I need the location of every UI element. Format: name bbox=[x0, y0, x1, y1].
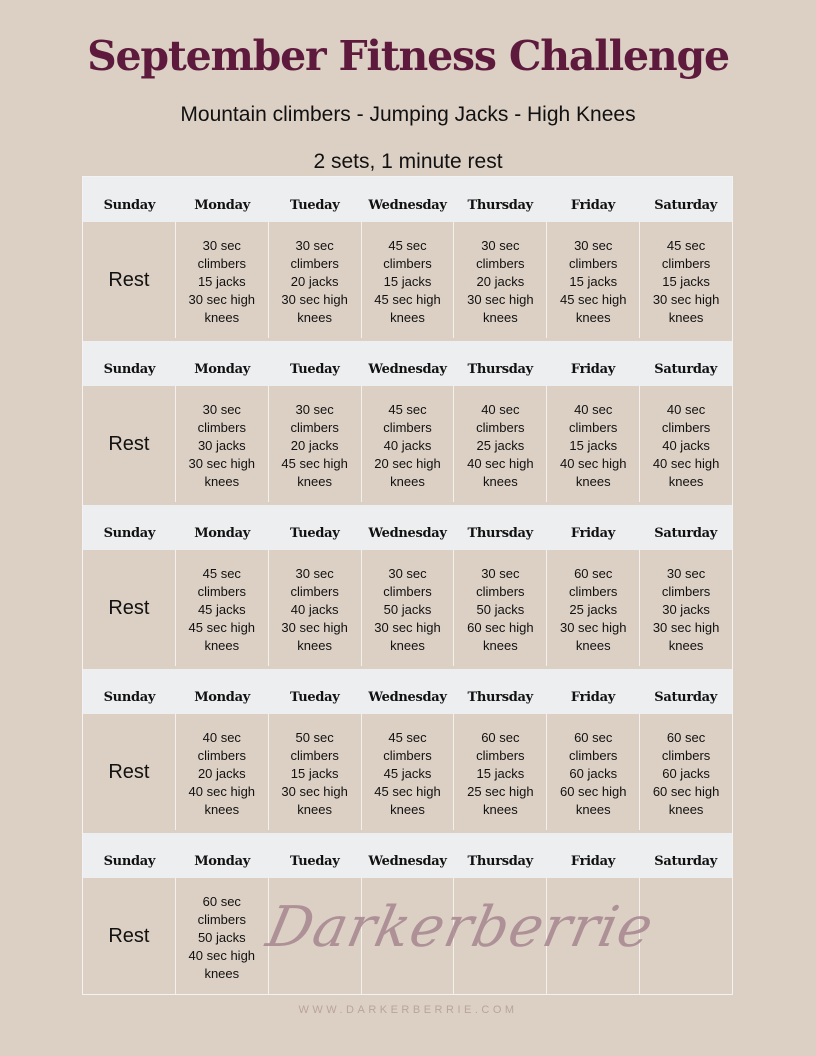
day-header-sunday: Sunday bbox=[103, 362, 156, 377]
workout-row bbox=[83, 714, 732, 830]
workout-line: knees bbox=[297, 802, 332, 817]
workout-line: 30 sec high bbox=[652, 292, 720, 307]
workout-row bbox=[83, 550, 732, 666]
workout-line: climbers bbox=[383, 584, 432, 599]
workout-line: 60 jacks bbox=[662, 766, 710, 781]
workout-cell-thursday bbox=[454, 550, 547, 666]
workout-line: climbers bbox=[569, 748, 618, 763]
workout-line: climbers bbox=[476, 748, 525, 763]
workout-line: 40 sec bbox=[202, 730, 241, 745]
exercise-list: Mountain climbers - Jumping Jacks - High Knees bbox=[180, 103, 636, 126]
workout-line: 15 jacks bbox=[476, 766, 525, 781]
workout-cell-friday bbox=[547, 222, 640, 338]
day-header-sunday: Sunday bbox=[103, 526, 156, 541]
workout-line: 30 sec bbox=[202, 238, 241, 253]
workout-line: climbers bbox=[290, 420, 339, 435]
workout-line: 30 sec bbox=[666, 566, 706, 581]
day-header-thursday: Thursday bbox=[467, 854, 533, 869]
workout-line: climbers bbox=[197, 912, 246, 927]
workout-cell-thursday bbox=[454, 714, 547, 830]
workout-cell-thursday bbox=[454, 386, 547, 502]
workout-line: climbers bbox=[476, 256, 525, 271]
workout-line: 60 sec high bbox=[559, 784, 627, 799]
workout-cell-monday bbox=[176, 386, 269, 502]
workout-cell-monday bbox=[176, 222, 269, 338]
workout-line: climbers bbox=[661, 256, 711, 271]
workout-line: 45 sec high bbox=[281, 456, 348, 471]
workout-line: knees bbox=[390, 474, 425, 489]
week-2 bbox=[83, 341, 732, 502]
workout-line: 20 jacks bbox=[476, 274, 525, 289]
workout-line: 40 jacks bbox=[290, 602, 339, 617]
workout-line: 45 sec bbox=[388, 238, 427, 253]
workout-line: climbers bbox=[476, 584, 525, 599]
workout-line: knees bbox=[483, 638, 518, 653]
workout-line: 30 sec bbox=[574, 238, 613, 253]
day-header-saturday: Saturday bbox=[654, 362, 718, 377]
workout-line: 30 sec high bbox=[188, 456, 256, 471]
workout-cell-monday bbox=[176, 878, 269, 994]
day-header-sunday: Sunday bbox=[103, 854, 156, 869]
day-header-row bbox=[83, 669, 732, 714]
workout-line: knees bbox=[390, 638, 425, 653]
day-header-row bbox=[83, 505, 732, 550]
workout-line: 30 sec bbox=[202, 402, 241, 417]
workout-line: 40 sec high bbox=[559, 456, 627, 471]
workout-line: climbers bbox=[661, 584, 711, 599]
workout-cell-friday bbox=[547, 550, 640, 666]
workout-line: climbers bbox=[661, 420, 711, 435]
workout-line: 60 sec high bbox=[467, 620, 534, 635]
workout-line: knees bbox=[204, 966, 240, 981]
workout-line: 40 sec bbox=[666, 402, 706, 417]
workout-line: 15 jacks bbox=[662, 274, 710, 289]
workout-line: knees bbox=[297, 474, 332, 489]
workout-line: 45 sec high bbox=[374, 292, 441, 307]
workout-line: climbers bbox=[197, 420, 246, 435]
workout-line: 15 jacks bbox=[290, 766, 339, 781]
workout-line: 20 jacks bbox=[290, 438, 339, 453]
workout-line: 30 sec high bbox=[652, 620, 720, 635]
workout-cell-tueday bbox=[269, 386, 362, 502]
workout-line: 30 sec bbox=[388, 566, 427, 581]
day-header-wednesday: Wednesday bbox=[368, 526, 447, 541]
workout-line: 15 jacks bbox=[569, 274, 618, 289]
day-header-friday: Friday bbox=[570, 526, 615, 541]
workout-line: 45 sec bbox=[388, 730, 427, 745]
workout-line: 25 jacks bbox=[476, 438, 525, 453]
workout-line: 45 sec high bbox=[374, 784, 441, 799]
workout-line: knees bbox=[204, 638, 240, 653]
workout-line: 60 sec bbox=[481, 730, 520, 745]
workout-line: 40 sec bbox=[574, 402, 613, 417]
workout-line: climbers bbox=[476, 420, 525, 435]
workout-line: 30 sec high bbox=[281, 784, 348, 799]
workout-line: knees bbox=[483, 310, 518, 325]
workout-line: 40 sec high bbox=[467, 456, 534, 471]
week-1 bbox=[83, 177, 732, 338]
workout-line: 25 jacks bbox=[569, 602, 618, 617]
sunday-rest-cell bbox=[83, 878, 176, 994]
week-4 bbox=[83, 669, 732, 830]
page-title: September Fitness Challenge bbox=[87, 32, 729, 80]
workout-line: knees bbox=[483, 802, 518, 817]
workout-cell-thursday bbox=[454, 222, 547, 338]
day-header-monday: Monday bbox=[194, 690, 250, 705]
day-header-thursday: Thursday bbox=[467, 690, 533, 705]
workout-line: climbers bbox=[661, 748, 711, 763]
workout-line: climbers bbox=[383, 256, 432, 271]
workout-line: 30 sec bbox=[295, 238, 334, 253]
workout-line: 30 jacks bbox=[197, 438, 246, 453]
rest-label: Rest bbox=[108, 268, 150, 291]
workout-line: 60 jacks bbox=[569, 766, 618, 781]
week-3 bbox=[83, 505, 732, 666]
workout-line: climbers bbox=[569, 256, 618, 271]
workout-line: 45 sec bbox=[666, 238, 706, 253]
workout-line: 60 sec bbox=[574, 730, 613, 745]
workout-line: knees bbox=[575, 802, 611, 817]
workout-line: 30 sec bbox=[295, 402, 334, 417]
workout-cell-saturday bbox=[640, 714, 732, 830]
workout-line: 45 jacks bbox=[383, 766, 432, 781]
workout-line: climbers bbox=[290, 256, 339, 271]
day-header-friday: Friday bbox=[570, 854, 615, 869]
sunday-rest-cell bbox=[83, 386, 176, 502]
workout-line: 25 sec high bbox=[467, 784, 534, 799]
workout-line: 50 jacks bbox=[383, 602, 432, 617]
workout-line: 30 sec bbox=[481, 566, 520, 581]
workout-line: knees bbox=[575, 310, 611, 325]
website-url: WWW.DARKERBERRIE.COM bbox=[298, 1004, 518, 1016]
workout-line: 15 jacks bbox=[197, 274, 246, 289]
day-header-friday: Friday bbox=[570, 198, 615, 213]
workout-line: climbers bbox=[569, 420, 618, 435]
day-header-monday: Monday bbox=[194, 526, 250, 541]
workout-line: 50 jacks bbox=[476, 602, 525, 617]
workout-line: knees bbox=[483, 474, 518, 489]
workout-line: 30 sec high bbox=[281, 292, 348, 307]
day-header-thursday: Thursday bbox=[467, 526, 533, 541]
workout-line: 30 sec high bbox=[374, 620, 441, 635]
workout-line: 40 jacks bbox=[662, 438, 710, 453]
workout-cell-tueday bbox=[269, 550, 362, 666]
workout-line: 40 jacks bbox=[383, 438, 432, 453]
workout-cell-tueday bbox=[269, 714, 362, 830]
workout-cell-friday bbox=[547, 714, 640, 830]
workout-cell-wednesday bbox=[362, 714, 455, 830]
day-header-friday: Friday bbox=[570, 362, 615, 377]
workout-line: 60 sec high bbox=[652, 784, 720, 799]
workout-cell-saturday bbox=[640, 550, 732, 666]
workout-line: climbers bbox=[290, 748, 339, 763]
workout-line: 20 jacks bbox=[290, 274, 339, 289]
workout-line: 20 jacks bbox=[197, 766, 246, 781]
day-header-sunday: Sunday bbox=[103, 198, 156, 213]
workout-line: 50 jacks bbox=[197, 930, 246, 945]
workout-line: knees bbox=[204, 802, 240, 817]
day-header-tueday: Tueday bbox=[290, 690, 340, 705]
day-header-saturday: Saturday bbox=[654, 526, 718, 541]
day-header-wednesday: Wednesday bbox=[368, 362, 447, 377]
day-header-row bbox=[83, 177, 732, 222]
workout-line: 30 sec high bbox=[188, 292, 256, 307]
day-header-monday: Monday bbox=[194, 198, 250, 213]
workout-line: climbers bbox=[290, 584, 339, 599]
darkerberrie-logo: Darkerberrie bbox=[261, 895, 660, 960]
rest-label: Rest bbox=[108, 596, 150, 619]
workout-line: knees bbox=[575, 474, 611, 489]
workout-line: knees bbox=[390, 802, 425, 817]
workout-line: 30 sec bbox=[481, 238, 520, 253]
day-header-row bbox=[83, 341, 732, 386]
day-header-sunday: Sunday bbox=[103, 690, 156, 705]
workout-line: 40 sec bbox=[481, 402, 520, 417]
workout-line: 40 sec high bbox=[188, 948, 256, 963]
workout-line: climbers bbox=[383, 420, 432, 435]
day-header-tueday: Tueday bbox=[290, 198, 340, 213]
sunday-rest-cell bbox=[83, 714, 176, 830]
workout-line: knees bbox=[668, 474, 704, 489]
workout-line: 30 sec bbox=[295, 566, 334, 581]
rest-label: Rest bbox=[108, 760, 150, 783]
day-header-friday: Friday bbox=[570, 690, 615, 705]
workout-line: knees bbox=[297, 638, 332, 653]
workout-line: 45 sec high bbox=[188, 620, 256, 635]
workout-line: knees bbox=[297, 310, 332, 325]
workout-line: knees bbox=[204, 310, 240, 325]
workout-line: 45 sec high bbox=[559, 292, 627, 307]
workout-line: climbers bbox=[569, 584, 618, 599]
workout-line: knees bbox=[575, 638, 611, 653]
workout-line: 60 sec bbox=[202, 894, 241, 909]
workout-line: 45 sec bbox=[388, 402, 427, 417]
workout-line: knees bbox=[390, 310, 425, 325]
workout-line: 30 sec high bbox=[559, 620, 627, 635]
day-header-wednesday: Wednesday bbox=[368, 198, 447, 213]
workout-line: climbers bbox=[197, 748, 246, 763]
workout-line: 40 sec high bbox=[652, 456, 720, 471]
workout-line: knees bbox=[668, 310, 704, 325]
workout-line: knees bbox=[204, 474, 240, 489]
workout-line: 15 jacks bbox=[569, 438, 618, 453]
workout-cell-wednesday bbox=[362, 386, 455, 502]
day-header-tueday: Tueday bbox=[290, 362, 340, 377]
workout-cell-monday bbox=[176, 550, 269, 666]
day-header-thursday: Thursday bbox=[467, 362, 533, 377]
workout-line: climbers bbox=[197, 584, 246, 599]
sets-info: 2 sets, 1 minute rest bbox=[313, 150, 503, 173]
workout-line: 15 jacks bbox=[383, 274, 432, 289]
day-header-wednesday: Wednesday bbox=[368, 854, 447, 869]
workout-cell-saturday bbox=[640, 222, 732, 338]
workout-line: 45 jacks bbox=[197, 602, 246, 617]
workout-cell-saturday bbox=[640, 386, 732, 502]
workout-line: 40 sec high bbox=[188, 784, 256, 799]
workout-line: 20 sec high bbox=[374, 456, 441, 471]
day-header-saturday: Saturday bbox=[654, 690, 718, 705]
workout-line: 60 sec bbox=[666, 730, 706, 745]
workout-line: 60 sec bbox=[574, 566, 613, 581]
workout-cell-friday bbox=[547, 386, 640, 502]
day-header-saturday: Saturday bbox=[654, 198, 718, 213]
day-header-row bbox=[83, 833, 732, 878]
workout-cell-wednesday bbox=[362, 550, 455, 666]
workout-line: 30 sec high bbox=[281, 620, 348, 635]
workout-line: climbers bbox=[197, 256, 246, 271]
workout-row bbox=[83, 386, 732, 502]
workout-line: 45 sec bbox=[202, 566, 241, 581]
workout-line: 30 jacks bbox=[662, 602, 710, 617]
day-header-tueday: Tueday bbox=[290, 854, 340, 869]
challenge-calendar bbox=[82, 176, 733, 995]
workout-line: 30 sec high bbox=[467, 292, 534, 307]
workout-row bbox=[83, 222, 732, 338]
workout-line: knees bbox=[668, 802, 704, 817]
day-header-saturday: Saturday bbox=[654, 854, 718, 869]
day-header-monday: Monday bbox=[194, 362, 250, 377]
day-header-wednesday: Wednesday bbox=[368, 690, 447, 705]
day-header-tueday: Tueday bbox=[290, 526, 340, 541]
workout-line: climbers bbox=[383, 748, 432, 763]
workout-line: knees bbox=[668, 638, 704, 653]
rest-label: Rest bbox=[108, 924, 150, 947]
workout-cell-tueday bbox=[269, 222, 362, 338]
sunday-rest-cell bbox=[83, 550, 176, 666]
workout-cell-monday bbox=[176, 714, 269, 830]
sunday-rest-cell bbox=[83, 222, 176, 338]
rest-label: Rest bbox=[108, 432, 150, 455]
day-header-thursday: Thursday bbox=[467, 198, 533, 213]
workout-line: 50 sec bbox=[295, 730, 334, 745]
day-header-monday: Monday bbox=[194, 854, 250, 869]
workout-cell-wednesday bbox=[362, 222, 455, 338]
